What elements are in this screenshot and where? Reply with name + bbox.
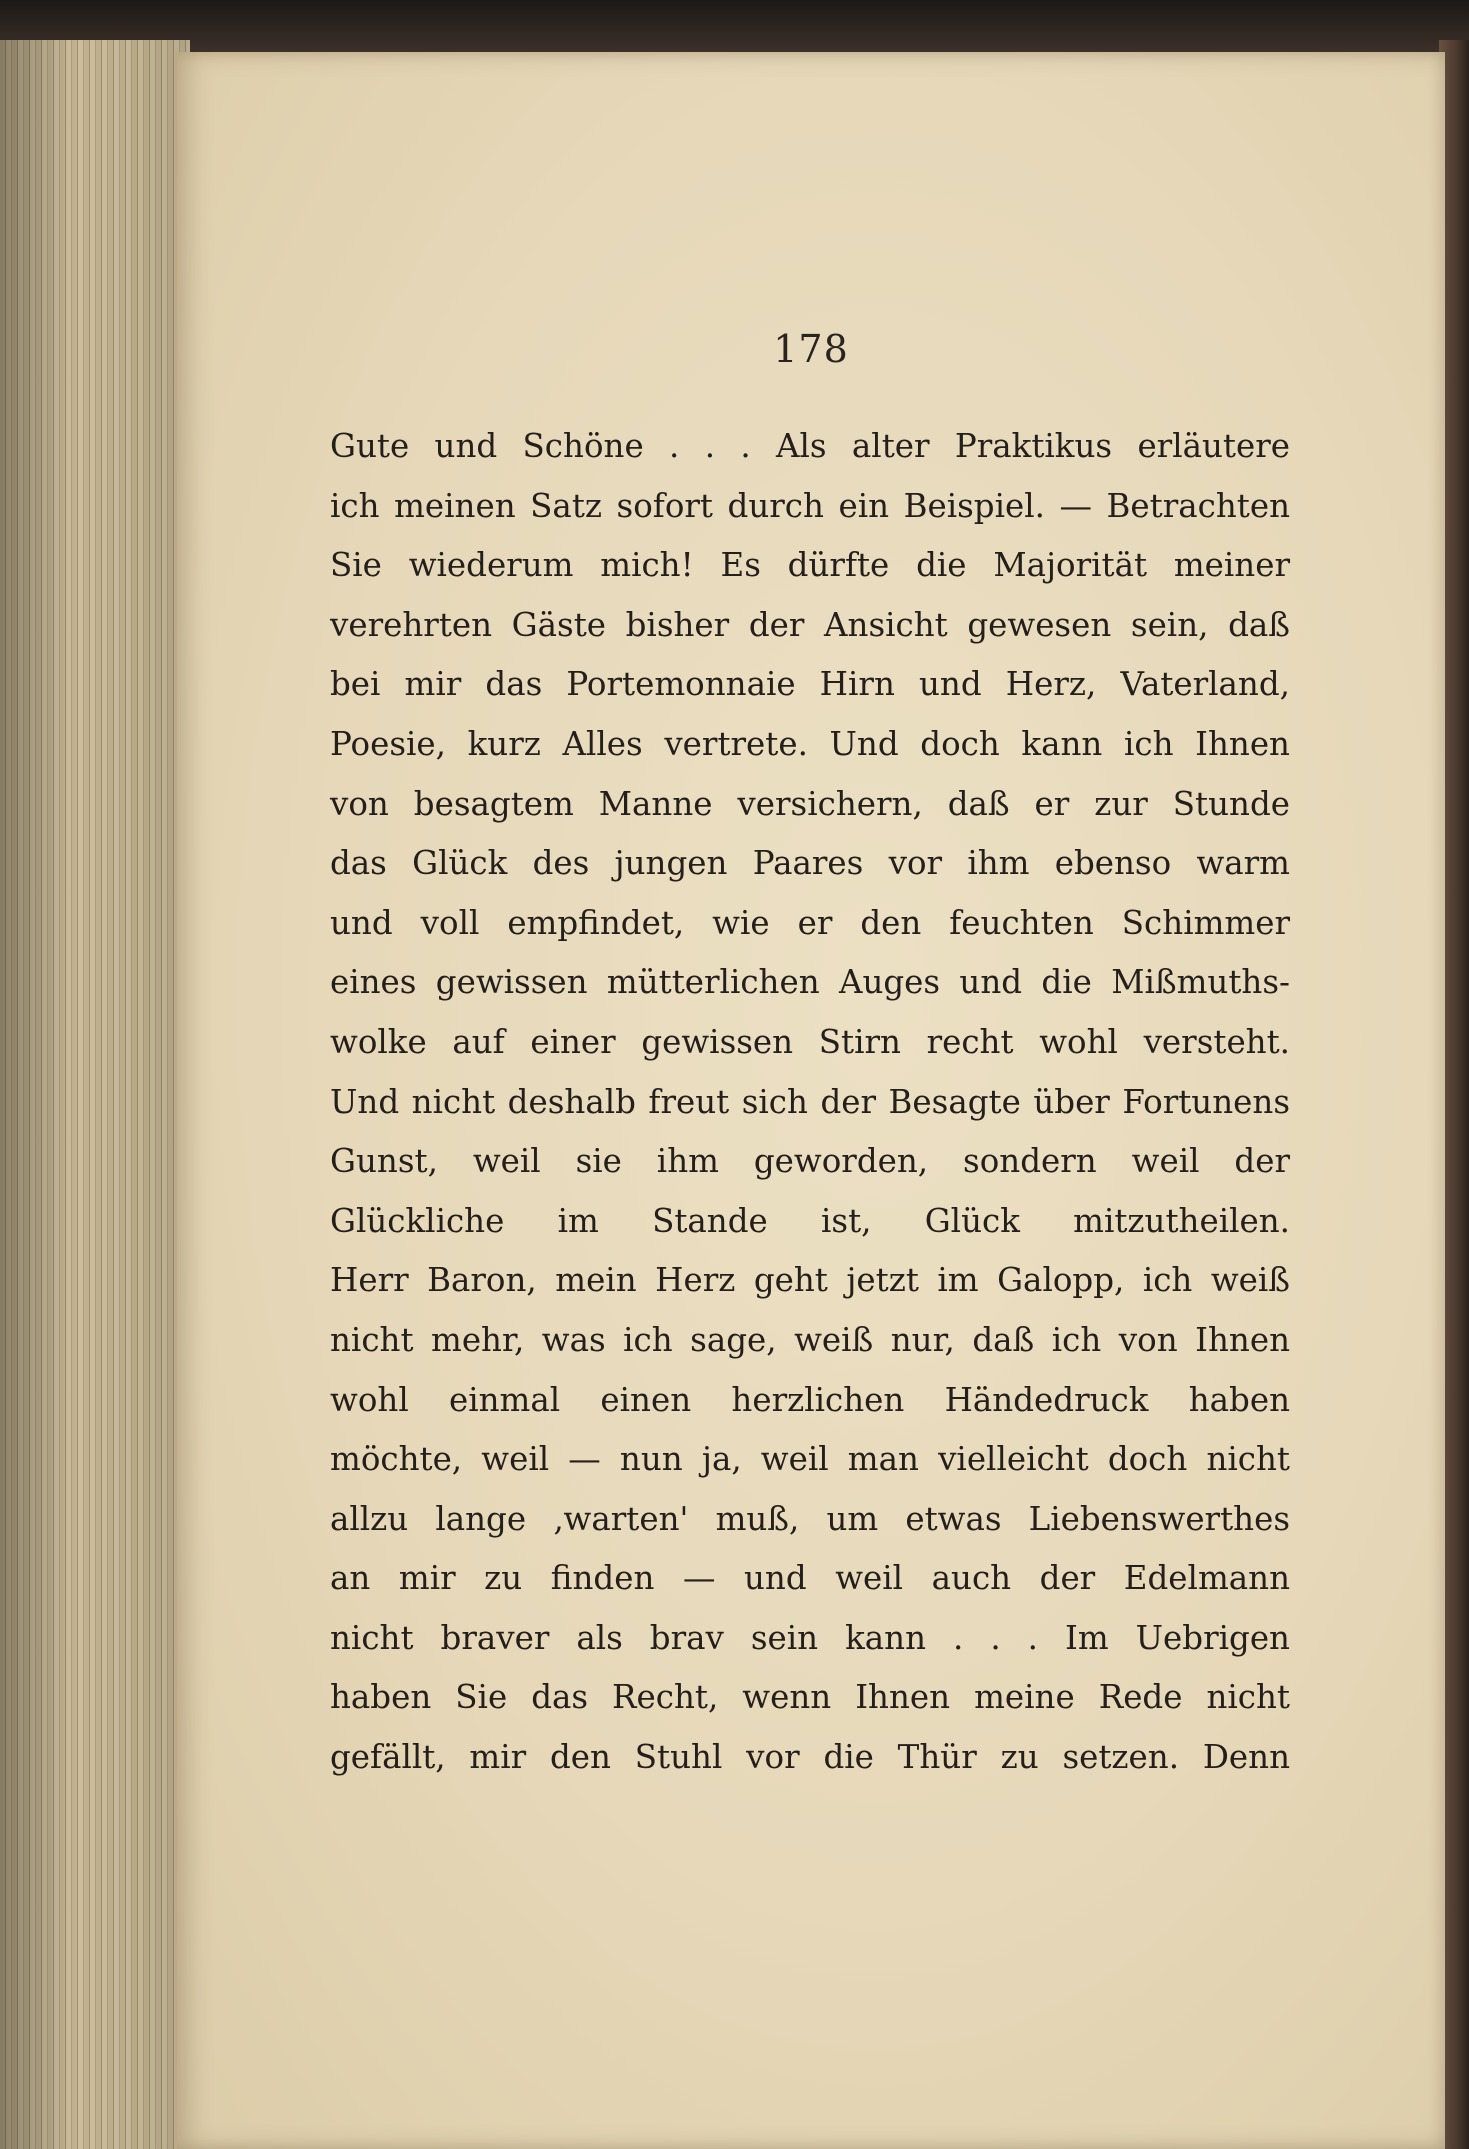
- page-stack-edges: [0, 40, 190, 2149]
- text-line: nicht braver als brav sein kann . . . Im Uebrigen: [330, 1618, 1290, 1657]
- text-line: Herr Baron, mein Herz geht jetzt im Galopp, ich weiß: [330, 1261, 1290, 1300]
- text-line: Glückliche im Stande ist, Glück mitzutheilen.: [330, 1201, 1290, 1240]
- text-line: eines gewissen mütterlichen Auges und die Mißmuths-: [330, 963, 1290, 1002]
- text-line: wolke auf einer gewissen Stirn recht wohl versteht.: [330, 1022, 1290, 1061]
- text-line: gefällt, mir den Stuhl vor die Thür zu setzen. Denn: [330, 1738, 1290, 1777]
- text-line: von besagtem Manne versichern, daß er zur Stunde: [330, 784, 1290, 823]
- text-line: Poesie, kurz Alles vertrete. Und doch kann ich Ihnen: [330, 724, 1290, 763]
- text-line: bei mir das Portemonnaie Hirn und Herz, Vaterland,: [330, 665, 1290, 704]
- text-line: Sie wiederum mich! Es dürfte die Majorität meiner: [330, 546, 1290, 585]
- text-line: Gunst, weil sie ihm geworden, sondern weil der: [330, 1142, 1290, 1181]
- text-line: Gute und Schöne . . . Als alter Praktikus erläutere: [330, 427, 1290, 465]
- text-line: möchte, weil — nun ja, weil man vielleicht doch nicht: [330, 1440, 1290, 1479]
- book-page: [175, 52, 1445, 2149]
- text-line: wohl einmal einen herzlichen Händedruck haben: [330, 1380, 1290, 1419]
- text-line: Und nicht deshalb freut sich der Besagte über Fortunens: [330, 1082, 1290, 1121]
- text-line: allzu lange ‚warten' muß, um etwas Liebenswerthes: [330, 1499, 1290, 1538]
- text-line: das Glück des jungen Paares vor ihm ebenso warm: [330, 844, 1290, 883]
- text-line: ich meinen Satz sofort durch ein Beispiel. — Betrachten: [330, 486, 1290, 525]
- text-line: nicht mehr, was ich sage, weiß nur, daß ich von Ihnen: [330, 1320, 1290, 1359]
- text-line: und voll empfindet, wie er den feuchten Schimmer: [330, 903, 1290, 942]
- text-line: verehrten Gäste bisher der Ansicht gewesen sein, daß: [330, 605, 1290, 644]
- page-number: 178: [773, 327, 849, 371]
- text-line: an mir zu finden — und weil auch der Edelmann: [330, 1559, 1290, 1598]
- page-text: [330, 417, 1290, 1788]
- text-line: haben Sie das Recht, wenn Ihnen meine Rede nicht: [330, 1678, 1290, 1717]
